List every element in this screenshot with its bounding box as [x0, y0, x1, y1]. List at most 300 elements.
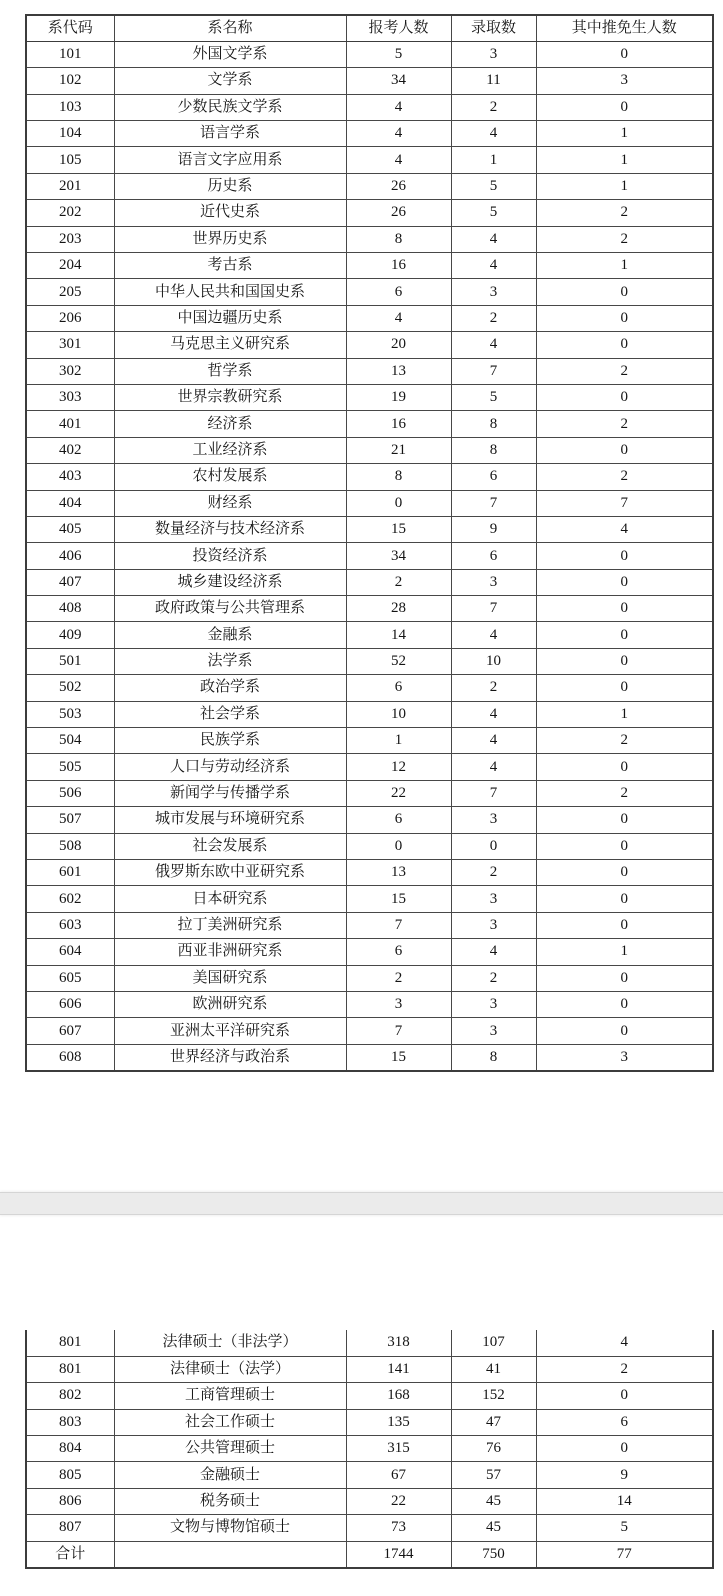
table-cell: 1744 — [346, 1541, 451, 1567]
table-cell: 6 — [346, 807, 451, 833]
table-cell: 4 — [346, 94, 451, 120]
table-cell: 马克思主义研究系 — [114, 332, 346, 358]
table-cell: 9 — [451, 516, 536, 542]
table-cell: 608 — [26, 1044, 114, 1070]
table-row — [26, 490, 713, 516]
table-cell: 世界经济与政治系 — [114, 1044, 346, 1070]
table-cell: 法律硕士（法学） — [114, 1356, 346, 1382]
table-cell: 606 — [26, 991, 114, 1017]
table-cell: 201 — [26, 173, 114, 199]
table-header-row — [26, 15, 713, 41]
table-row — [26, 622, 713, 648]
table-cell: 0 — [536, 833, 713, 859]
table-row — [26, 1356, 713, 1382]
table-cell: 409 — [26, 622, 114, 648]
table-cell: 203 — [26, 226, 114, 252]
header-row — [26, 15, 713, 41]
table-row — [26, 464, 713, 490]
table-cell: 8 — [451, 1044, 536, 1070]
table-cell: 404 — [26, 490, 114, 516]
table-cell: 0 — [536, 41, 713, 67]
table-cell: 城乡建设经济系 — [114, 569, 346, 595]
table-cell: 2 — [346, 569, 451, 595]
table-cell: 0 — [536, 1436, 713, 1462]
table-cell: 2 — [536, 780, 713, 806]
table-cell: 0 — [536, 991, 713, 1017]
table-cell: 少数民族文学系 — [114, 94, 346, 120]
table-row — [26, 1330, 713, 1356]
table-cell: 204 — [26, 253, 114, 279]
table-cell: 4 — [451, 939, 536, 965]
table-cell: 26 — [346, 173, 451, 199]
table-cell: 301 — [26, 332, 114, 358]
table-cell: 202 — [26, 200, 114, 226]
table-cell: 0 — [536, 384, 713, 410]
table-row — [26, 279, 713, 305]
table-row — [26, 384, 713, 410]
table-cell: 4 — [346, 121, 451, 147]
table-cell: 3 — [536, 1044, 713, 1070]
table-cell: 1 — [536, 147, 713, 173]
table-cell: 45 — [451, 1515, 536, 1541]
table-body-page-2 — [26, 1330, 713, 1568]
table-cell: 806 — [26, 1488, 114, 1514]
table-cell: 15 — [346, 886, 451, 912]
table-cell: 21 — [346, 437, 451, 463]
table-cell: 303 — [26, 384, 114, 410]
table-row — [26, 68, 713, 94]
table-cell: 5 — [346, 41, 451, 67]
table-row — [26, 833, 713, 859]
page-break-separator — [0, 1192, 723, 1215]
table-cell: 经济系 — [114, 411, 346, 437]
table-cell: 3 — [346, 991, 451, 1017]
table-cell: 22 — [346, 780, 451, 806]
table-cell: 文学系 — [114, 68, 346, 94]
admissions-table-page-1 — [25, 14, 714, 1072]
table-cell: 804 — [26, 1436, 114, 1462]
table-cell: 1 — [536, 253, 713, 279]
column-header: 录取数 — [451, 15, 536, 41]
table-row — [26, 41, 713, 67]
table-cell: 民族学系 — [114, 728, 346, 754]
table-row — [26, 226, 713, 252]
table-cell: 拉丁美洲研究系 — [114, 912, 346, 938]
table-row — [26, 411, 713, 437]
table-cell: 57 — [451, 1462, 536, 1488]
table-cell: 501 — [26, 648, 114, 674]
table-cell: 402 — [26, 437, 114, 463]
table-cell: 76 — [451, 1436, 536, 1462]
table-cell: 社会工作硕士 — [114, 1409, 346, 1435]
table-cell: 8 — [451, 411, 536, 437]
table-row — [26, 886, 713, 912]
table-row — [26, 991, 713, 1017]
table-cell: 法学系 — [114, 648, 346, 674]
admissions-table-page-2 — [25, 1330, 714, 1569]
table-cell: 601 — [26, 860, 114, 886]
table-cell: 俄罗斯东欧中亚研究系 — [114, 860, 346, 886]
table-cell: 财经系 — [114, 490, 346, 516]
table-cell: 7 — [536, 490, 713, 516]
table-cell: 2 — [346, 965, 451, 991]
table-cell: 2 — [536, 226, 713, 252]
table-cell: 4 — [536, 516, 713, 542]
table-cell: 152 — [451, 1383, 536, 1409]
table-row — [26, 807, 713, 833]
table-cell: 0 — [536, 675, 713, 701]
table-cell: 1 — [346, 728, 451, 754]
table-cell: 法律硕士（非法学） — [114, 1330, 346, 1356]
table-cell: 世界历史系 — [114, 226, 346, 252]
table-cell: 0 — [536, 305, 713, 331]
table-cell: 67 — [346, 1462, 451, 1488]
table-cell: 407 — [26, 569, 114, 595]
table-cell: 4 — [451, 622, 536, 648]
table-cell: 206 — [26, 305, 114, 331]
table-row — [26, 675, 713, 701]
table-cell: 0 — [451, 833, 536, 859]
table-cell: 26 — [346, 200, 451, 226]
table-cell: 45 — [451, 1488, 536, 1514]
table-cell: 52 — [346, 648, 451, 674]
table-cell: 406 — [26, 543, 114, 569]
table-row — [26, 1436, 713, 1462]
table-cell: 3 — [451, 41, 536, 67]
table-cell: 4 — [451, 332, 536, 358]
table-cell: 104 — [26, 121, 114, 147]
table-cell: 102 — [26, 68, 114, 94]
table-cell: 新闻学与传播学系 — [114, 780, 346, 806]
table-cell: 金融系 — [114, 622, 346, 648]
table-cell: 6 — [346, 939, 451, 965]
table-cell: 文物与博物馆硕士 — [114, 1515, 346, 1541]
table-cell: 0 — [536, 1018, 713, 1044]
table-cell: 0 — [536, 912, 713, 938]
table-cell: 750 — [451, 1541, 536, 1567]
table-cell: 41 — [451, 1356, 536, 1382]
table-cell: 805 — [26, 1462, 114, 1488]
table-cell: 税务硕士 — [114, 1488, 346, 1514]
table-cell: 10 — [346, 701, 451, 727]
table-body-page-1 — [26, 41, 713, 1070]
table-cell: 农村发展系 — [114, 464, 346, 490]
table-cell: 603 — [26, 912, 114, 938]
table-cell: 历史系 — [114, 173, 346, 199]
table-cell: 语言文字应用系 — [114, 147, 346, 173]
table-cell: 103 — [26, 94, 114, 120]
table-cell: 507 — [26, 807, 114, 833]
table-cell: 22 — [346, 1488, 451, 1514]
table-row — [26, 94, 713, 120]
table-cell: 807 — [26, 1515, 114, 1541]
table-row — [26, 939, 713, 965]
table-row — [26, 147, 713, 173]
table-row — [26, 780, 713, 806]
table-cell: 4 — [451, 754, 536, 780]
table-cell: 城市发展与环境研究系 — [114, 807, 346, 833]
table-cell — [114, 1541, 346, 1567]
table-cell: 3 — [451, 1018, 536, 1044]
table-cell: 语言学系 — [114, 121, 346, 147]
table-row — [26, 1462, 713, 1488]
table-row — [26, 569, 713, 595]
table-cell: 34 — [346, 543, 451, 569]
table-cell: 政府政策与公共管理系 — [114, 596, 346, 622]
table-row — [26, 965, 713, 991]
table-row — [26, 701, 713, 727]
table-cell: 7 — [451, 490, 536, 516]
table-row — [26, 121, 713, 147]
table-cell: 投资经济系 — [114, 543, 346, 569]
table-cell: 403 — [26, 464, 114, 490]
table-cell: 4 — [346, 305, 451, 331]
table-cell: 506 — [26, 780, 114, 806]
table-cell: 0 — [536, 279, 713, 305]
table-cell: 外国文学系 — [114, 41, 346, 67]
table-cell: 508 — [26, 833, 114, 859]
table-row — [26, 305, 713, 331]
table-cell: 2 — [451, 305, 536, 331]
table-cell: 6 — [536, 1409, 713, 1435]
table-cell: 504 — [26, 728, 114, 754]
table-row — [26, 912, 713, 938]
table-cell: 803 — [26, 1409, 114, 1435]
table-cell: 135 — [346, 1409, 451, 1435]
table-cell: 318 — [346, 1330, 451, 1356]
table-row — [26, 1018, 713, 1044]
table-cell: 168 — [346, 1383, 451, 1409]
table-row — [26, 1383, 713, 1409]
table-cell: 11 — [451, 68, 536, 94]
table-cell: 2 — [536, 200, 713, 226]
table-cell: 73 — [346, 1515, 451, 1541]
table-cell: 日本研究系 — [114, 886, 346, 912]
table-cell: 0 — [536, 648, 713, 674]
table-cell: 12 — [346, 754, 451, 780]
table-cell: 0 — [536, 596, 713, 622]
table-cell: 0 — [536, 754, 713, 780]
table-row — [26, 648, 713, 674]
table-row — [26, 1515, 713, 1541]
table-row — [26, 596, 713, 622]
table-cell: 5 — [451, 384, 536, 410]
table-cell: 16 — [346, 253, 451, 279]
table-cell: 数量经济与技术经济系 — [114, 516, 346, 542]
table-cell: 工业经济系 — [114, 437, 346, 463]
table-cell: 20 — [346, 332, 451, 358]
table-cell: 世界宗教研究系 — [114, 384, 346, 410]
table-cell: 0 — [536, 622, 713, 648]
table-cell: 6 — [346, 279, 451, 305]
table-cell: 2 — [451, 860, 536, 886]
table-cell: 2 — [536, 728, 713, 754]
table-cell: 1 — [536, 173, 713, 199]
table-cell: 4 — [451, 121, 536, 147]
table-cell: 2 — [451, 675, 536, 701]
table-cell: 4 — [346, 147, 451, 173]
table-cell: 8 — [451, 437, 536, 463]
table-cell: 3 — [451, 807, 536, 833]
table-cell: 28 — [346, 596, 451, 622]
table-cell: 47 — [451, 1409, 536, 1435]
table-row — [26, 1541, 713, 1567]
table-cell: 801 — [26, 1330, 114, 1356]
table-row — [26, 860, 713, 886]
table-cell: 近代史系 — [114, 200, 346, 226]
table-cell: 中华人民共和国国史系 — [114, 279, 346, 305]
table-row — [26, 516, 713, 542]
table-cell: 801 — [26, 1356, 114, 1382]
table-cell: 7 — [346, 912, 451, 938]
table-cell: 505 — [26, 754, 114, 780]
table-cell: 0 — [536, 1383, 713, 1409]
table-cell: 16 — [346, 411, 451, 437]
table-cell: 0 — [346, 490, 451, 516]
table-cell: 0 — [346, 833, 451, 859]
table-cell: 2 — [451, 965, 536, 991]
table-cell: 0 — [536, 965, 713, 991]
table-cell: 4 — [451, 701, 536, 727]
table-cell: 0 — [536, 543, 713, 569]
column-header: 系代码 — [26, 15, 114, 41]
table-cell: 2 — [536, 411, 713, 437]
table-cell: 802 — [26, 1383, 114, 1409]
table-cell: 14 — [346, 622, 451, 648]
table-cell: 4 — [536, 1330, 713, 1356]
table-cell: 欧洲研究系 — [114, 991, 346, 1017]
table-row — [26, 1409, 713, 1435]
table-row — [26, 253, 713, 279]
table-cell: 3 — [451, 279, 536, 305]
table-cell: 302 — [26, 358, 114, 384]
table-cell: 15 — [346, 1044, 451, 1070]
table-cell: 6 — [346, 675, 451, 701]
table-cell: 0 — [536, 807, 713, 833]
table-cell: 公共管理硕士 — [114, 1436, 346, 1462]
table-cell: 503 — [26, 701, 114, 727]
table-row — [26, 358, 713, 384]
table-cell: 408 — [26, 596, 114, 622]
table-row — [26, 728, 713, 754]
table-cell: 15 — [346, 516, 451, 542]
table-cell: 0 — [536, 569, 713, 595]
table-cell: 合计 — [26, 1541, 114, 1567]
table-cell: 7 — [451, 358, 536, 384]
table-cell: 34 — [346, 68, 451, 94]
table-cell: 8 — [346, 226, 451, 252]
table-row — [26, 1044, 713, 1070]
table-cell: 10 — [451, 648, 536, 674]
table-cell: 0 — [536, 332, 713, 358]
table-cell: 人口与劳动经济系 — [114, 754, 346, 780]
table-cell: 社会发展系 — [114, 833, 346, 859]
table-cell: 7 — [346, 1018, 451, 1044]
table-row — [26, 543, 713, 569]
table-cell: 13 — [346, 860, 451, 886]
table-cell: 中国边疆历史系 — [114, 305, 346, 331]
table-cell: 1 — [536, 939, 713, 965]
table-cell: 9 — [536, 1462, 713, 1488]
table-cell: 社会学系 — [114, 701, 346, 727]
column-header: 系名称 — [114, 15, 346, 41]
table-cell: 5 — [536, 1515, 713, 1541]
table-cell: 2 — [536, 358, 713, 384]
table-cell: 607 — [26, 1018, 114, 1044]
table-cell: 哲学系 — [114, 358, 346, 384]
table-cell: 西亚非洲研究系 — [114, 939, 346, 965]
table-cell: 107 — [451, 1330, 536, 1356]
table-cell: 101 — [26, 41, 114, 67]
table-row — [26, 332, 713, 358]
table-cell: 0 — [536, 437, 713, 463]
table-cell: 205 — [26, 279, 114, 305]
table-cell: 401 — [26, 411, 114, 437]
column-header: 报考人数 — [346, 15, 451, 41]
table-row — [26, 1488, 713, 1514]
table-cell: 4 — [451, 226, 536, 252]
table-cell: 4 — [451, 728, 536, 754]
table-cell: 2 — [451, 94, 536, 120]
table-cell: 3 — [451, 991, 536, 1017]
table-cell: 3 — [451, 912, 536, 938]
table-cell: 105 — [26, 147, 114, 173]
table-cell: 考古系 — [114, 253, 346, 279]
table-row — [26, 173, 713, 199]
table-cell: 141 — [346, 1356, 451, 1382]
table-cell: 502 — [26, 675, 114, 701]
table-cell: 2 — [536, 464, 713, 490]
column-header: 其中推免生人数 — [536, 15, 713, 41]
table-cell: 315 — [346, 1436, 451, 1462]
table-cell: 美国研究系 — [114, 965, 346, 991]
table-cell: 7 — [451, 596, 536, 622]
table-row — [26, 437, 713, 463]
table-cell: 13 — [346, 358, 451, 384]
table-cell: 3 — [451, 886, 536, 912]
table-row — [26, 200, 713, 226]
table-cell: 工商管理硕士 — [114, 1383, 346, 1409]
table-cell: 1 — [451, 147, 536, 173]
table-cell: 6 — [451, 464, 536, 490]
table-cell: 605 — [26, 965, 114, 991]
table-row — [26, 754, 713, 780]
table-cell: 7 — [451, 780, 536, 806]
table-cell: 政治学系 — [114, 675, 346, 701]
table-cell: 5 — [451, 200, 536, 226]
table-cell: 14 — [536, 1488, 713, 1514]
table-cell: 2 — [536, 1356, 713, 1382]
table-cell: 0 — [536, 860, 713, 886]
table-cell: 0 — [536, 886, 713, 912]
table-cell: 金融硕士 — [114, 1462, 346, 1488]
table-cell: 77 — [536, 1541, 713, 1567]
table-cell: 405 — [26, 516, 114, 542]
table-cell: 亚洲太平洋研究系 — [114, 1018, 346, 1044]
table-cell: 6 — [451, 543, 536, 569]
table-cell: 602 — [26, 886, 114, 912]
table-cell: 1 — [536, 701, 713, 727]
table-cell: 4 — [451, 253, 536, 279]
table-cell: 3 — [536, 68, 713, 94]
table-cell: 1 — [536, 121, 713, 147]
table-cell: 3 — [451, 569, 536, 595]
table-cell: 0 — [536, 94, 713, 120]
table-cell: 604 — [26, 939, 114, 965]
table-cell: 8 — [346, 464, 451, 490]
table-cell: 5 — [451, 173, 536, 199]
table-cell: 19 — [346, 384, 451, 410]
